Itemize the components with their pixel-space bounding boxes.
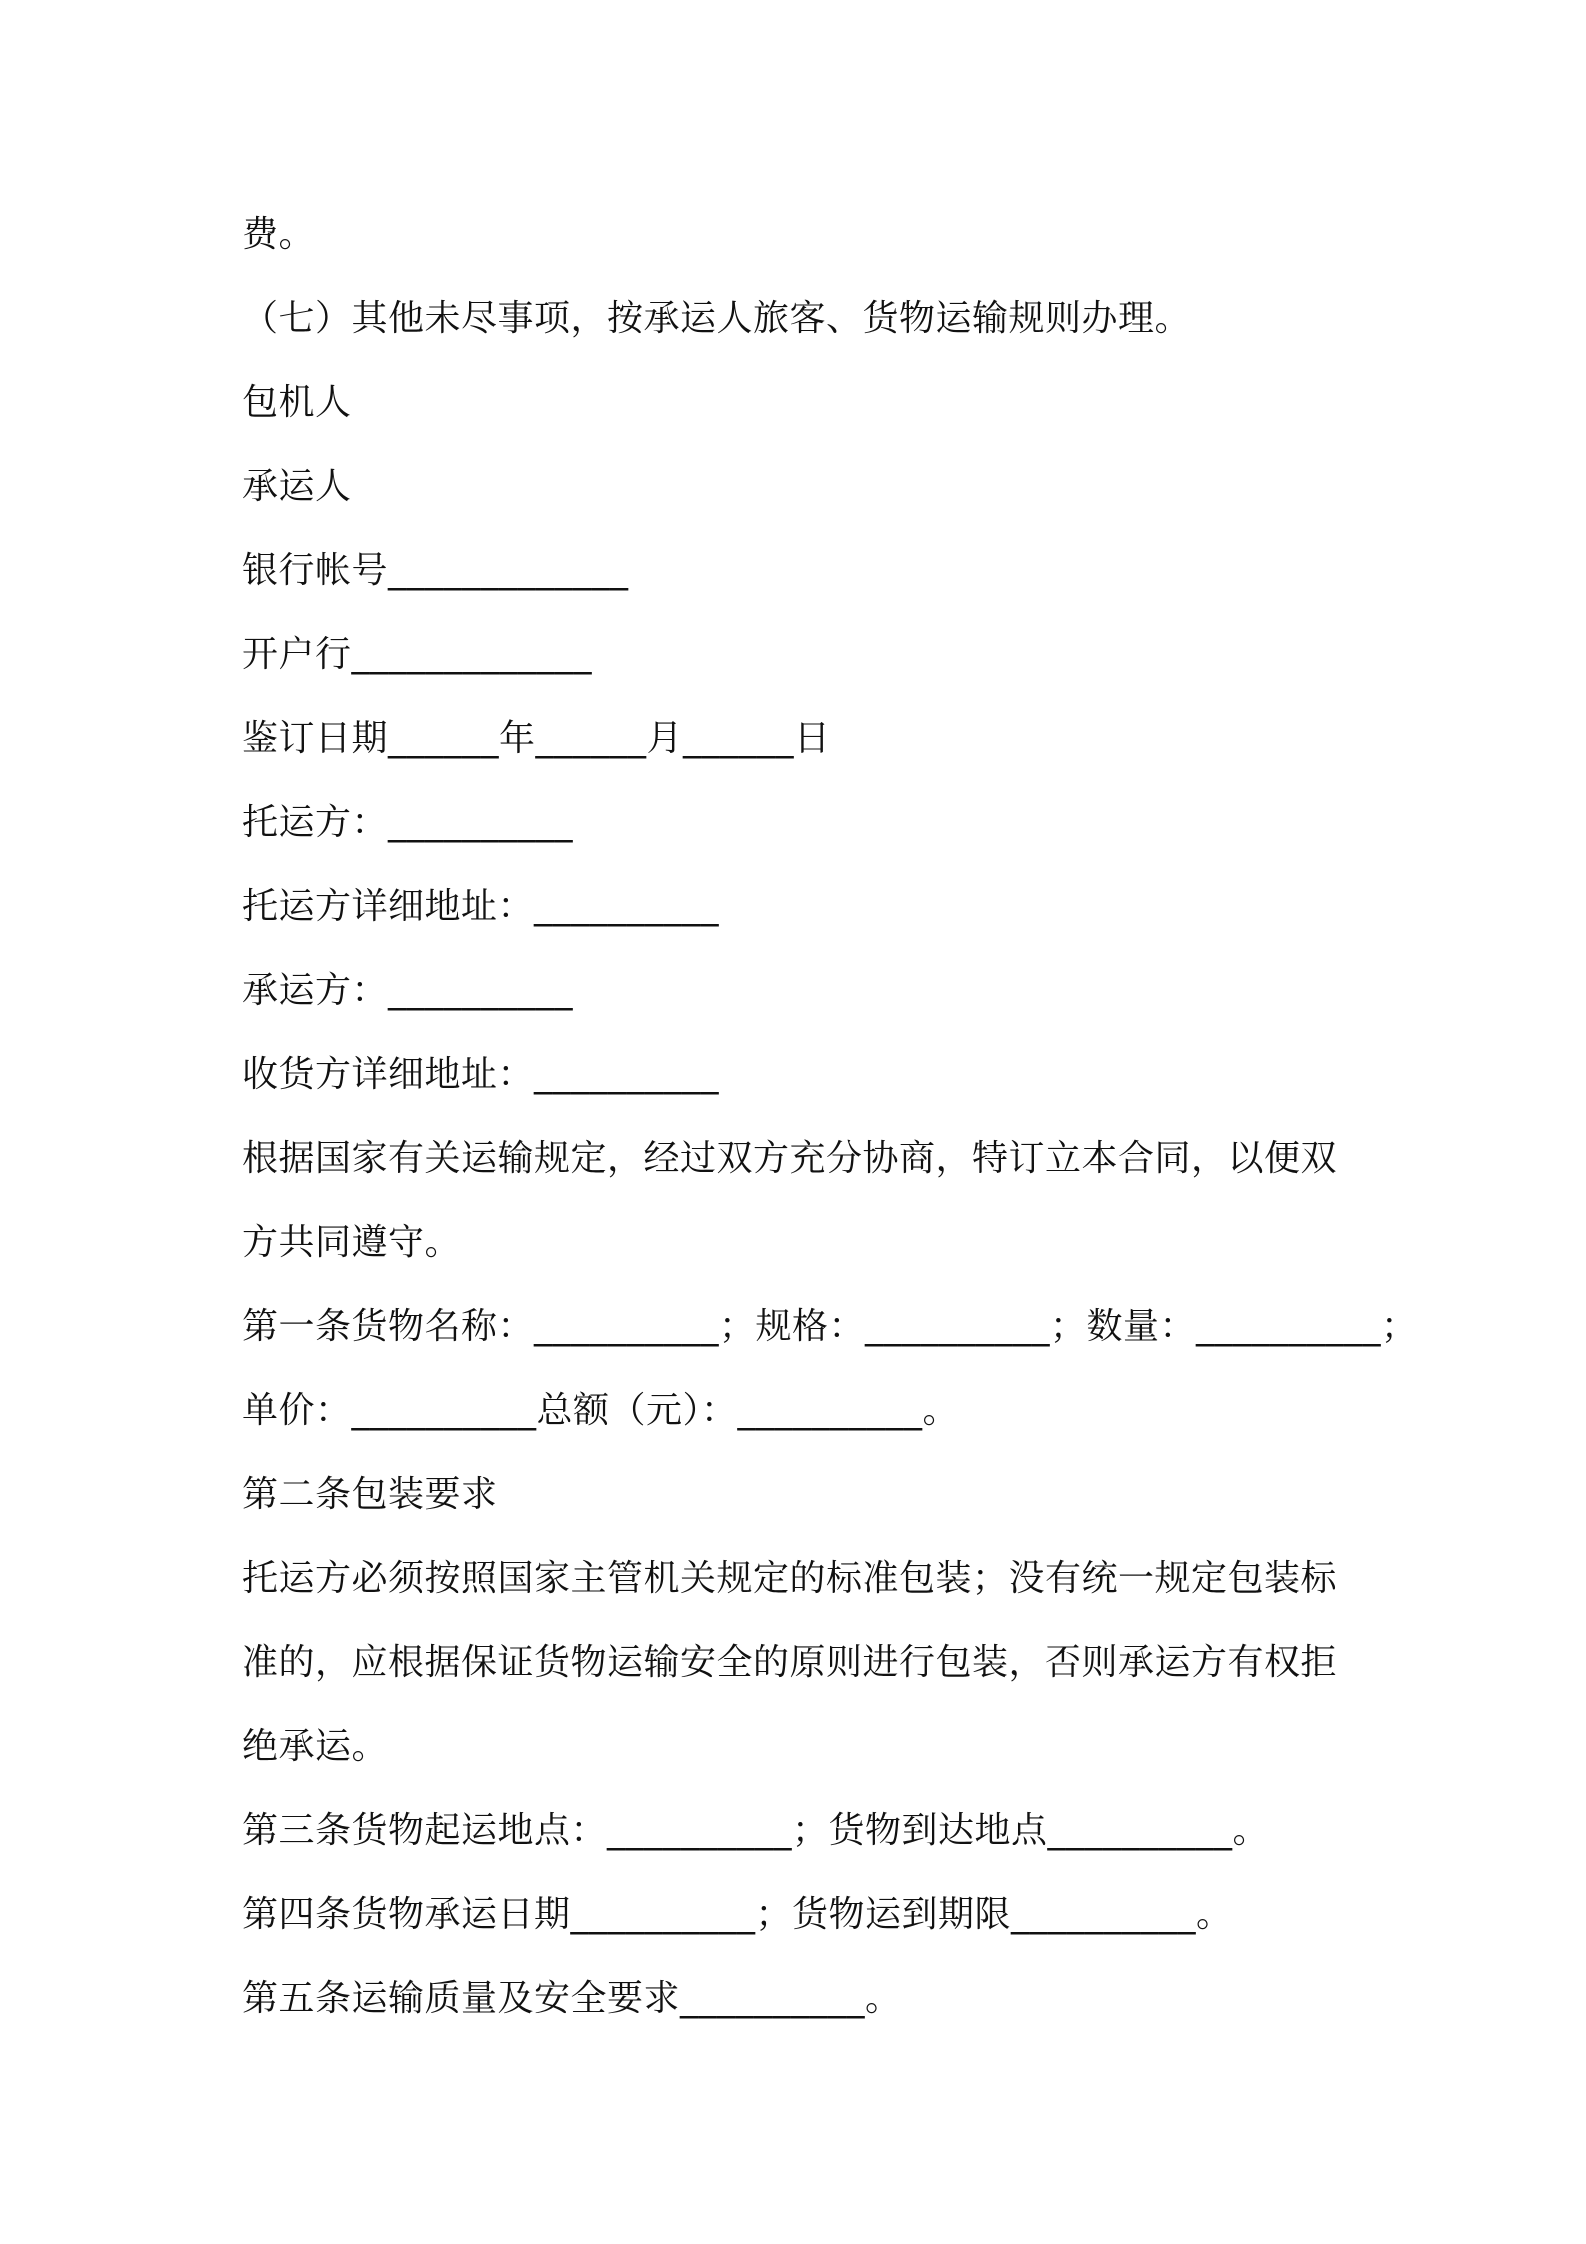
- article-5-quality: 第五条运输质量及安全要求__________。: [242, 1978, 902, 2019]
- clause-7-other-matters: （七）其他未尽事项，按承运人旅客、货物运输规则办理。: [242, 298, 1192, 339]
- article-1-goods: 第一条货物名称：__________；规格：__________；数量：__________；: [242, 1306, 1418, 1347]
- shipper-address-field: 托运方详细地址：__________: [242, 886, 720, 927]
- article-4-dates: 第四条货物承运日期__________；货物运到期限__________。: [242, 1894, 1233, 1935]
- carrier-field: 承运方：__________: [242, 970, 574, 1011]
- document-body: [242, 193, 1418, 2041]
- consignee-address-field: 收货方详细地址：__________: [242, 1054, 720, 1095]
- carrier-label: 承运人: [242, 466, 352, 507]
- article-2-body: 托运方必须按照国家主管机关规定的标准包装；没有统一规定包装标准的，应根据保证货物运输安全的原则进行包装，否则承运方有权拒绝承运。: [242, 1558, 1338, 1767]
- shipper-field: 托运方：__________: [242, 802, 574, 843]
- signing-date-field: 鉴订日期______年______月______日: [242, 718, 831, 759]
- text-line-fee-end: 费。: [242, 214, 316, 255]
- article-1-price: 单价：__________总额（元）：__________。: [242, 1390, 960, 1431]
- contract-preamble: 根据国家有关运输规定，经过双方充分协商，特订立本合同，以便双方共同遵守。: [242, 1138, 1338, 1263]
- bank-account-field: 银行帐号_____________: [242, 550, 629, 591]
- charterer-label: 包机人: [242, 382, 352, 423]
- opening-bank-field: 开户行_____________: [242, 634, 593, 675]
- article-3-locations: 第三条货物起运地点：__________；货物到达地点__________。: [242, 1810, 1270, 1851]
- article-2-heading: 第二条包装要求: [242, 1474, 498, 1515]
